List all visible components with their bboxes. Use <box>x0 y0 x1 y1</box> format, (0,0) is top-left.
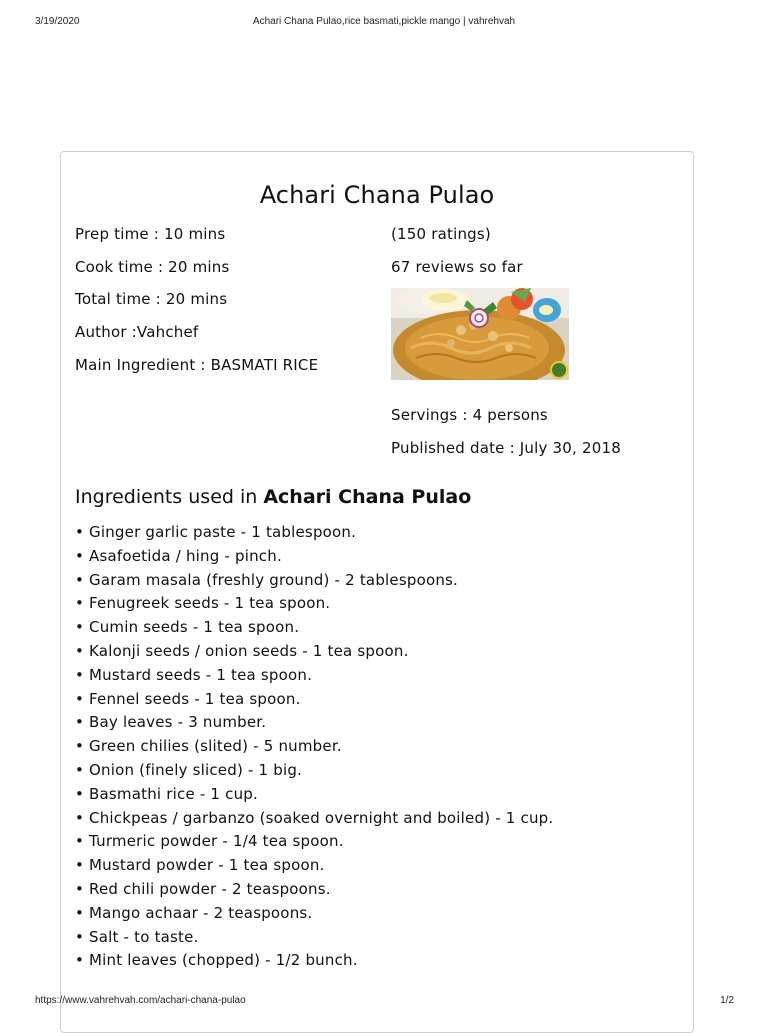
list-item: • Fennel seeds - 1 tea spoon. <box>75 688 553 712</box>
dish-photo <box>391 288 569 380</box>
list-item: • Asafoetida / hing - pinch. <box>75 545 553 569</box>
ingredients-list <box>75 521 553 973</box>
list-item: • Red chili powder - 2 teaspoons. <box>75 878 553 902</box>
list-item: • Cumin seeds - 1 tea spoon. <box>75 616 553 640</box>
print-header <box>0 16 768 30</box>
ingredients-heading-prefix: Ingredients used in <box>75 486 264 508</box>
reviews-count[interactable]: 67 reviews so far <box>391 258 523 276</box>
print-date: 3/19/2020 <box>35 16 80 27</box>
list-item: • Basmathi rice - 1 cup. <box>75 783 553 807</box>
list-item: • Green chilies (slited) - 5 number. <box>75 735 553 759</box>
list-item: • Ginger garlic paste - 1 tablespoon. <box>75 521 553 545</box>
author: Author :Vahchef <box>75 323 199 341</box>
list-item: • Onion (finely sliced) - 1 big. <box>75 759 553 783</box>
total-time: Total time : 20 mins <box>75 290 228 308</box>
list-item: • Turmeric powder - 1/4 tea spoon. <box>75 830 553 854</box>
page-number: 1/2 <box>720 995 734 1006</box>
list-item: • Garam masala (freshly ground) - 2 tablespoons. <box>75 569 553 593</box>
list-item: • Mint leaves (chopped) - 1/2 bunch. <box>75 949 553 973</box>
list-item: • Mango achaar - 2 teaspoons. <box>75 902 553 926</box>
list-item: • Mustard powder - 1 tea spoon. <box>75 854 553 878</box>
print-page-title: Achari Chana Pulao,rice basmati,pickle mango | vahrehvah <box>252 16 516 27</box>
list-item: • Bay leaves - 3 number. <box>75 711 553 735</box>
ingredients-heading-recipe-name: Achari Chana Pulao <box>263 486 472 508</box>
list-item: • Mustard seeds - 1 tea spoon. <box>75 664 553 688</box>
dish-photo-illustration <box>391 288 569 380</box>
prep-time: Prep time : 10 mins <box>75 225 226 243</box>
published-date: Published date : July 30, 2018 <box>391 439 621 457</box>
list-item: • Fenugreek seeds - 1 tea spoon. <box>75 592 553 616</box>
main-ingredient: Main Ingredient : BASMATI RICE <box>75 356 319 374</box>
servings: Servings : 4 persons <box>391 406 548 424</box>
list-item: • Kalonji seeds / onion seeds - 1 tea spoon. <box>75 640 553 664</box>
cook-time: Cook time : 20 mins <box>75 258 230 276</box>
page-url[interactable]: https://www.vahrehvah.com/achari-chana-pulao <box>35 995 246 1006</box>
recipe-title: Achari Chana Pulao <box>259 181 495 209</box>
ratings-count[interactable]: (150 ratings) <box>391 225 491 243</box>
list-item: • Chickpeas / garbanzo (soaked overnight and boiled) - 1 cup. <box>75 807 553 831</box>
ingredients-heading <box>75 486 471 508</box>
list-item: • Salt - to taste. <box>75 926 553 950</box>
print-footer <box>0 995 768 1009</box>
